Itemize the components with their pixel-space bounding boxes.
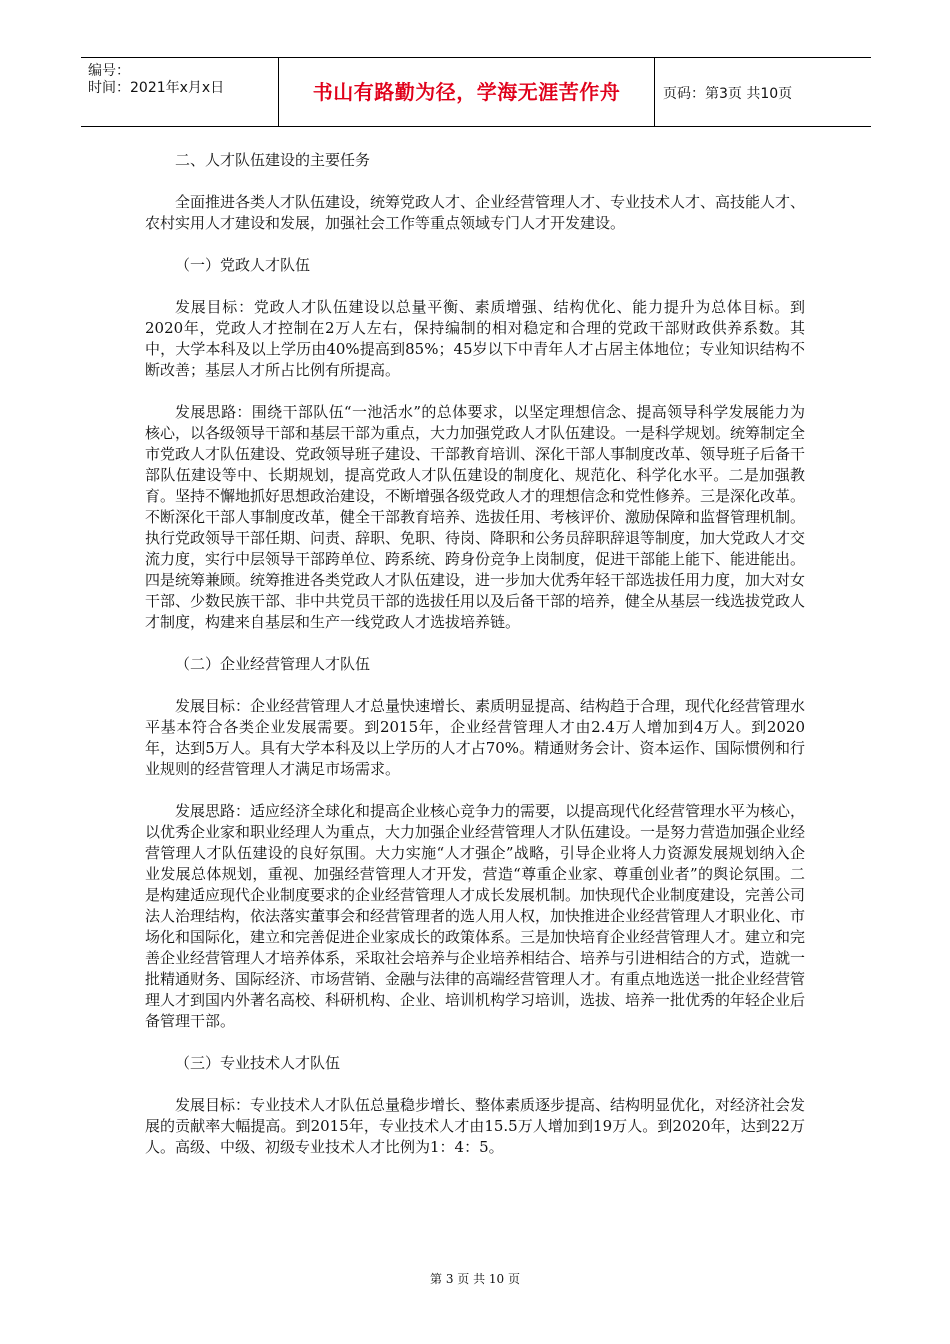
header-page-info: 页码：第3页 共10页 bbox=[663, 86, 793, 102]
header-divider-right bbox=[654, 58, 655, 126]
paragraph-technical-goal: 发展目标：专业技术人才队伍总量稳步增长、整体素质逐步提高、结构明显优化，对经济社会发展的贡献率大幅提高。到2015年，专业技术人才由15.5万人增加到19万人。到2020年，达到22万人。高级、中级、初级专业技术人才比例为1：4：5。 bbox=[145, 1096, 806, 1156]
page-footer: 第 3 页 共 10 页 bbox=[430, 1272, 520, 1286]
paragraph-party-approach: 发展思路：围绕干部队伍“一池活水”的总体要求，以坚定理想信念、提高领导科学发展能力为核心，以各级领导干部和基层干部为重点，大力加强党政人才队伍建设。一是科学规划。统筹制定全市党政人才队伍建设、党政领导班子建设、干部教育培训、深化干部人事制度改革、领导班子后备干部队伍建设等中、长期规划，提高党政人才队伍建设的制度化、规范化、科学化水平。二是加强教育。坚持不懈地抓好思想政治建设，不断增强各级党政人才的理想信念和党性修养。三是深化改革。不断深化干部人事制度改革，健全干部教育培养、选拔任用、考核评价、激励保障和监督管理机制。执行党政领导干部任期、问责、辞职、免职、待岗、降职和公务员辞职辞退等制度，加大党政人才交流力度，实行中层领导干部跨单位、跨系统、跨身份竞争上岗制度，促进干部能上能下、能进能出。四是统筹兼顾。统筹推进各类党政人才队伍建设，进一步加大优秀年轻干部选拔任用力度，加大对女干部、少数民族干部、非中共党员干部的选拔任用以及后备干部的培养，健全从基层一线选拔党政人才制度，构建来自基层和生产一线党政人才选拔培养链。 bbox=[145, 403, 806, 631]
paragraph-enterprise-goal: 发展目标：企业经营管理人才总量快速增长、素质明显提高、结构趋于合理，现代化经营管理水平基本符合各类企业发展需要。到2015年，企业经营管理人才由2.4万人增加到4万人。到2020年，达到5万人。具有大学本科及以上学历的人才占70%。精通财务会计、资本运作、国际惯例和行业规则的经营管理人才满足市场需求。 bbox=[145, 697, 806, 778]
page-header bbox=[81, 57, 871, 127]
section-heading: 二、人才队伍建设的主要任务 bbox=[175, 151, 371, 169]
document-body bbox=[145, 150, 805, 1179]
subsection-heading-enterprise-talent: （二）企业经营管理人才队伍 bbox=[175, 655, 371, 673]
header-meta bbox=[81, 58, 278, 126]
subsection-heading-party-talent: （一）党政人才队伍 bbox=[175, 256, 311, 274]
document-time-label: 时间：2021年x月x日 bbox=[88, 80, 225, 96]
header-motto: 书山有路勤为径，学海无涯苦作舟 bbox=[312, 80, 621, 104]
document-number-label: 编号： bbox=[88, 63, 130, 79]
intro-paragraph: 全面推进各类人才队伍建设，统筹党政人才、企业经营管理人才、专业技术人才、高技能人才、农村实用人才建设和发展，加强社会工作等重点领域专门人才开发建设。 bbox=[145, 193, 806, 232]
paragraph-party-goal: 发展目标：党政人才队伍建设以总量平衡、素质增强、结构优化、能力提升为总体目标。到2020年，党政人才控制在2万人左右，保持编制的相对稳定和合理的党政干部财政供养系数。其中，大学本科及以上学历由40%提高到85%；45岁以下中青年人才占居主体地位；专业知识结构不断改善；基层人才所占比例有所提高。 bbox=[145, 298, 805, 379]
subsection-heading-technical-talent: （三）专业技术人才队伍 bbox=[175, 1054, 341, 1072]
paragraph-enterprise-approach: 发展思路：适应经济全球化和提高企业核心竞争力的需要，以提高现代化经营管理水平为核心，以优秀企业家和职业经理人为重点，大力加强企业经营管理人才队伍建设。一是努力营造加强企业经营管理人才队伍建设的良好氛围。大力实施“人才强企”战略，引导企业将人力资源发展规划纳入企业发展总体规划，重视、加强经营管理人才开发，营造“尊重企业家、尊重创业者”的舆论氛围。二是构建适应现代企业制度要求的企业经营管理人才成长发展机制。加快现代企业制度建设，完善公司法人治理结构，依法落实董事会和经营管理者的选人用人权，加快推进企业经营管理人才职业化、市场化和国际化，建立和完善促进企业家成长的政策体系。三是加快培育企业经营管理人才。建立和完善企业经营管理人才培养体系，采取社会培养与企业培养相结合、培养与引进相结合的方式，造就一批精通财务、国际经济、市场营销、金融与法律的高端经营管理人才。有重点地选送一批企业经营管理人才到国内外著名高校、科研机构、企业、培训机构学习培训，选拔、培养一批优秀的年轻企业后备管理干部。 bbox=[145, 802, 806, 1030]
